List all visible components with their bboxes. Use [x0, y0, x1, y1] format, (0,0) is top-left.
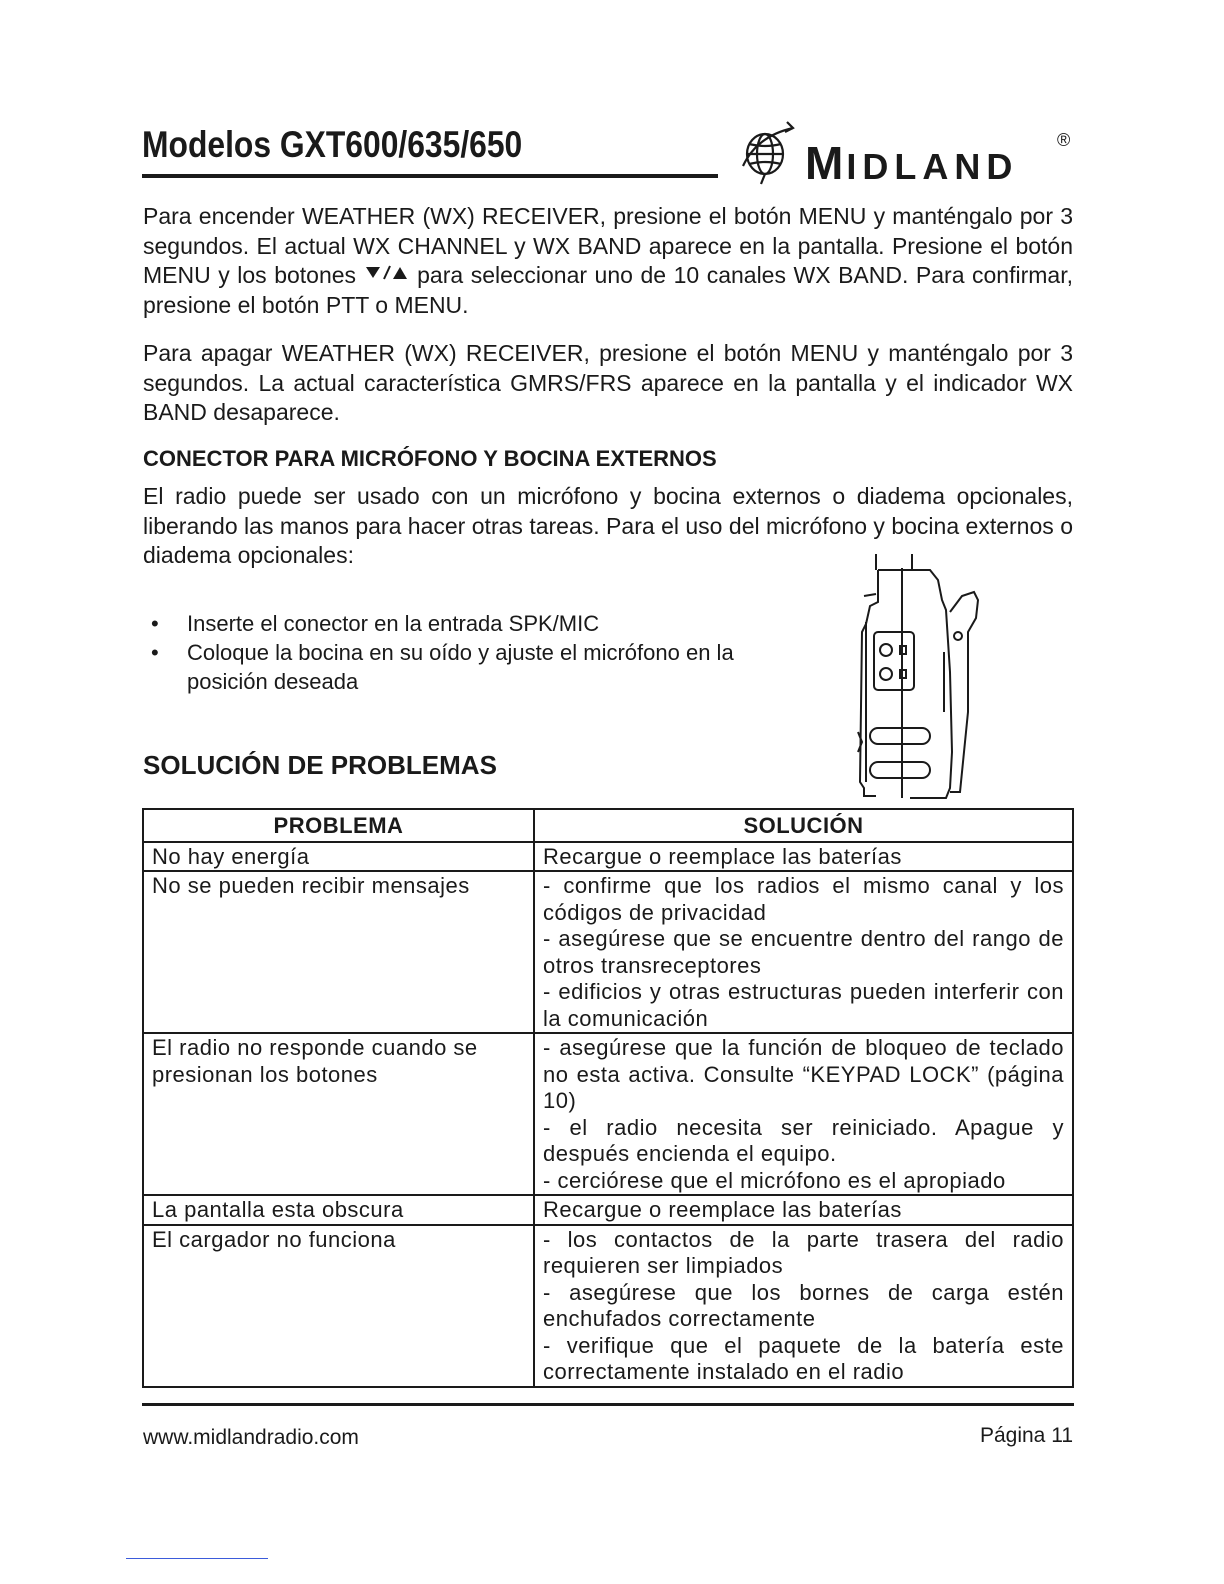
table-row — [143, 1225, 1073, 1387]
troubleshooting-heading: SOLUCIÓN DE PROBLEMAS — [143, 750, 497, 780]
column-header-problem: PROBLEMA — [143, 809, 534, 842]
radio-side-illustration — [850, 552, 990, 802]
weather-off-paragraph: Para apagar WEATHER (WX) RECEIVER, presione el botón MENU y manténgalo por 3 segundos. La actual característica GMRS/FRS aparece en la pantalla y el indicador WX BAND desaparece. — [143, 340, 1073, 425]
solution-cell: Recargue o reemplace las baterías — [534, 842, 1073, 872]
table-row — [143, 871, 1073, 1033]
list-item: • Inserte el conector en la entrada SPK/MIC — [151, 611, 600, 636]
page-number: Página 11 — [979, 1424, 1073, 1447]
solution-cell: - confirme que los radios el mismo canal y los códigos de privacidad - asegúrese que se encuentre dentro del rango de otros transreceptores - edificios y otras estructuras pueden interferir con la comunicación — [534, 871, 1073, 1033]
link-underline — [126, 1558, 268, 1559]
midland-logo — [735, 116, 1080, 189]
table-row — [143, 1033, 1073, 1195]
globe-icon — [735, 116, 805, 186]
solution-cell: - asegúrese que la función de bloqueo de teclado no esta activa. Consulte “KEYPAD LOCK” (página 10) - el radio necesita ser reiniciado. Apague y después encienda el equipo. - cerciórese que el micrófono es el apropiado — [534, 1033, 1073, 1195]
solution-cell: - los contactos de la parte trasera del radio requieren ser limpiados - asegúrese que los bornes de carga estén enchufados correctamente - verifique que el paquete de la batería este correctamente instalado en el radio — [534, 1225, 1073, 1387]
table-row — [143, 842, 1073, 872]
list-item: • Coloque la bocina en su oído y ajuste el micrófono en la posición deseada — [151, 640, 734, 694]
troubleshooting-table — [142, 808, 1074, 1388]
registered-mark: ® — [1057, 130, 1071, 150]
problem-cell: La pantalla esta obscura — [143, 1195, 534, 1225]
website-url: www.midlandradio.com — [143, 1426, 359, 1449]
problem-cell: No se pueden recibir mensajes — [143, 871, 534, 1033]
problem-cell: El cargador no funciona — [143, 1225, 534, 1387]
column-header-solution: SOLUCIÓN — [534, 809, 1073, 842]
weather-on-paragraph: Para encender WEATHER (WX) RECEIVER, presione el botón MENU y manténgalo por 3 segundos. El actual WX CHANNEL y WX BAND aparece en la pantalla. Presione el botón MENU y los botones para seleccionar uno de 10 canales WX BAND. Para confirmar, presione el botón PTT o MENU. — [143, 203, 1073, 318]
connector-paragraph: El radio puede ser usado con un micrófono y bocina externos o diadema opcionales, liberando las manos para hacer otras tareas. Para el uso del micrófono y bocina externos o diadema opcionales: — [143, 483, 1073, 568]
table-row — [143, 1195, 1073, 1225]
brand-wordmark: MIDLAND — [805, 137, 1019, 189]
table-header-row — [143, 809, 1073, 842]
solution-cell: Recargue o reemplace las baterías — [534, 1195, 1073, 1225]
connector-steps — [143, 609, 783, 696]
title-underline — [142, 174, 718, 178]
problem-cell: El radio no responde cuando se presionan los botones — [143, 1033, 534, 1195]
down-up-arrows-icon — [364, 264, 410, 282]
connector-heading: CONECTOR PARA MICRÓFONO Y BOCINA EXTERNOS — [143, 446, 717, 471]
footer-rule — [142, 1403, 1074, 1406]
problem-cell: No hay energía — [143, 842, 534, 872]
page-title: Modelos GXT600/635/650 — [142, 124, 523, 165]
